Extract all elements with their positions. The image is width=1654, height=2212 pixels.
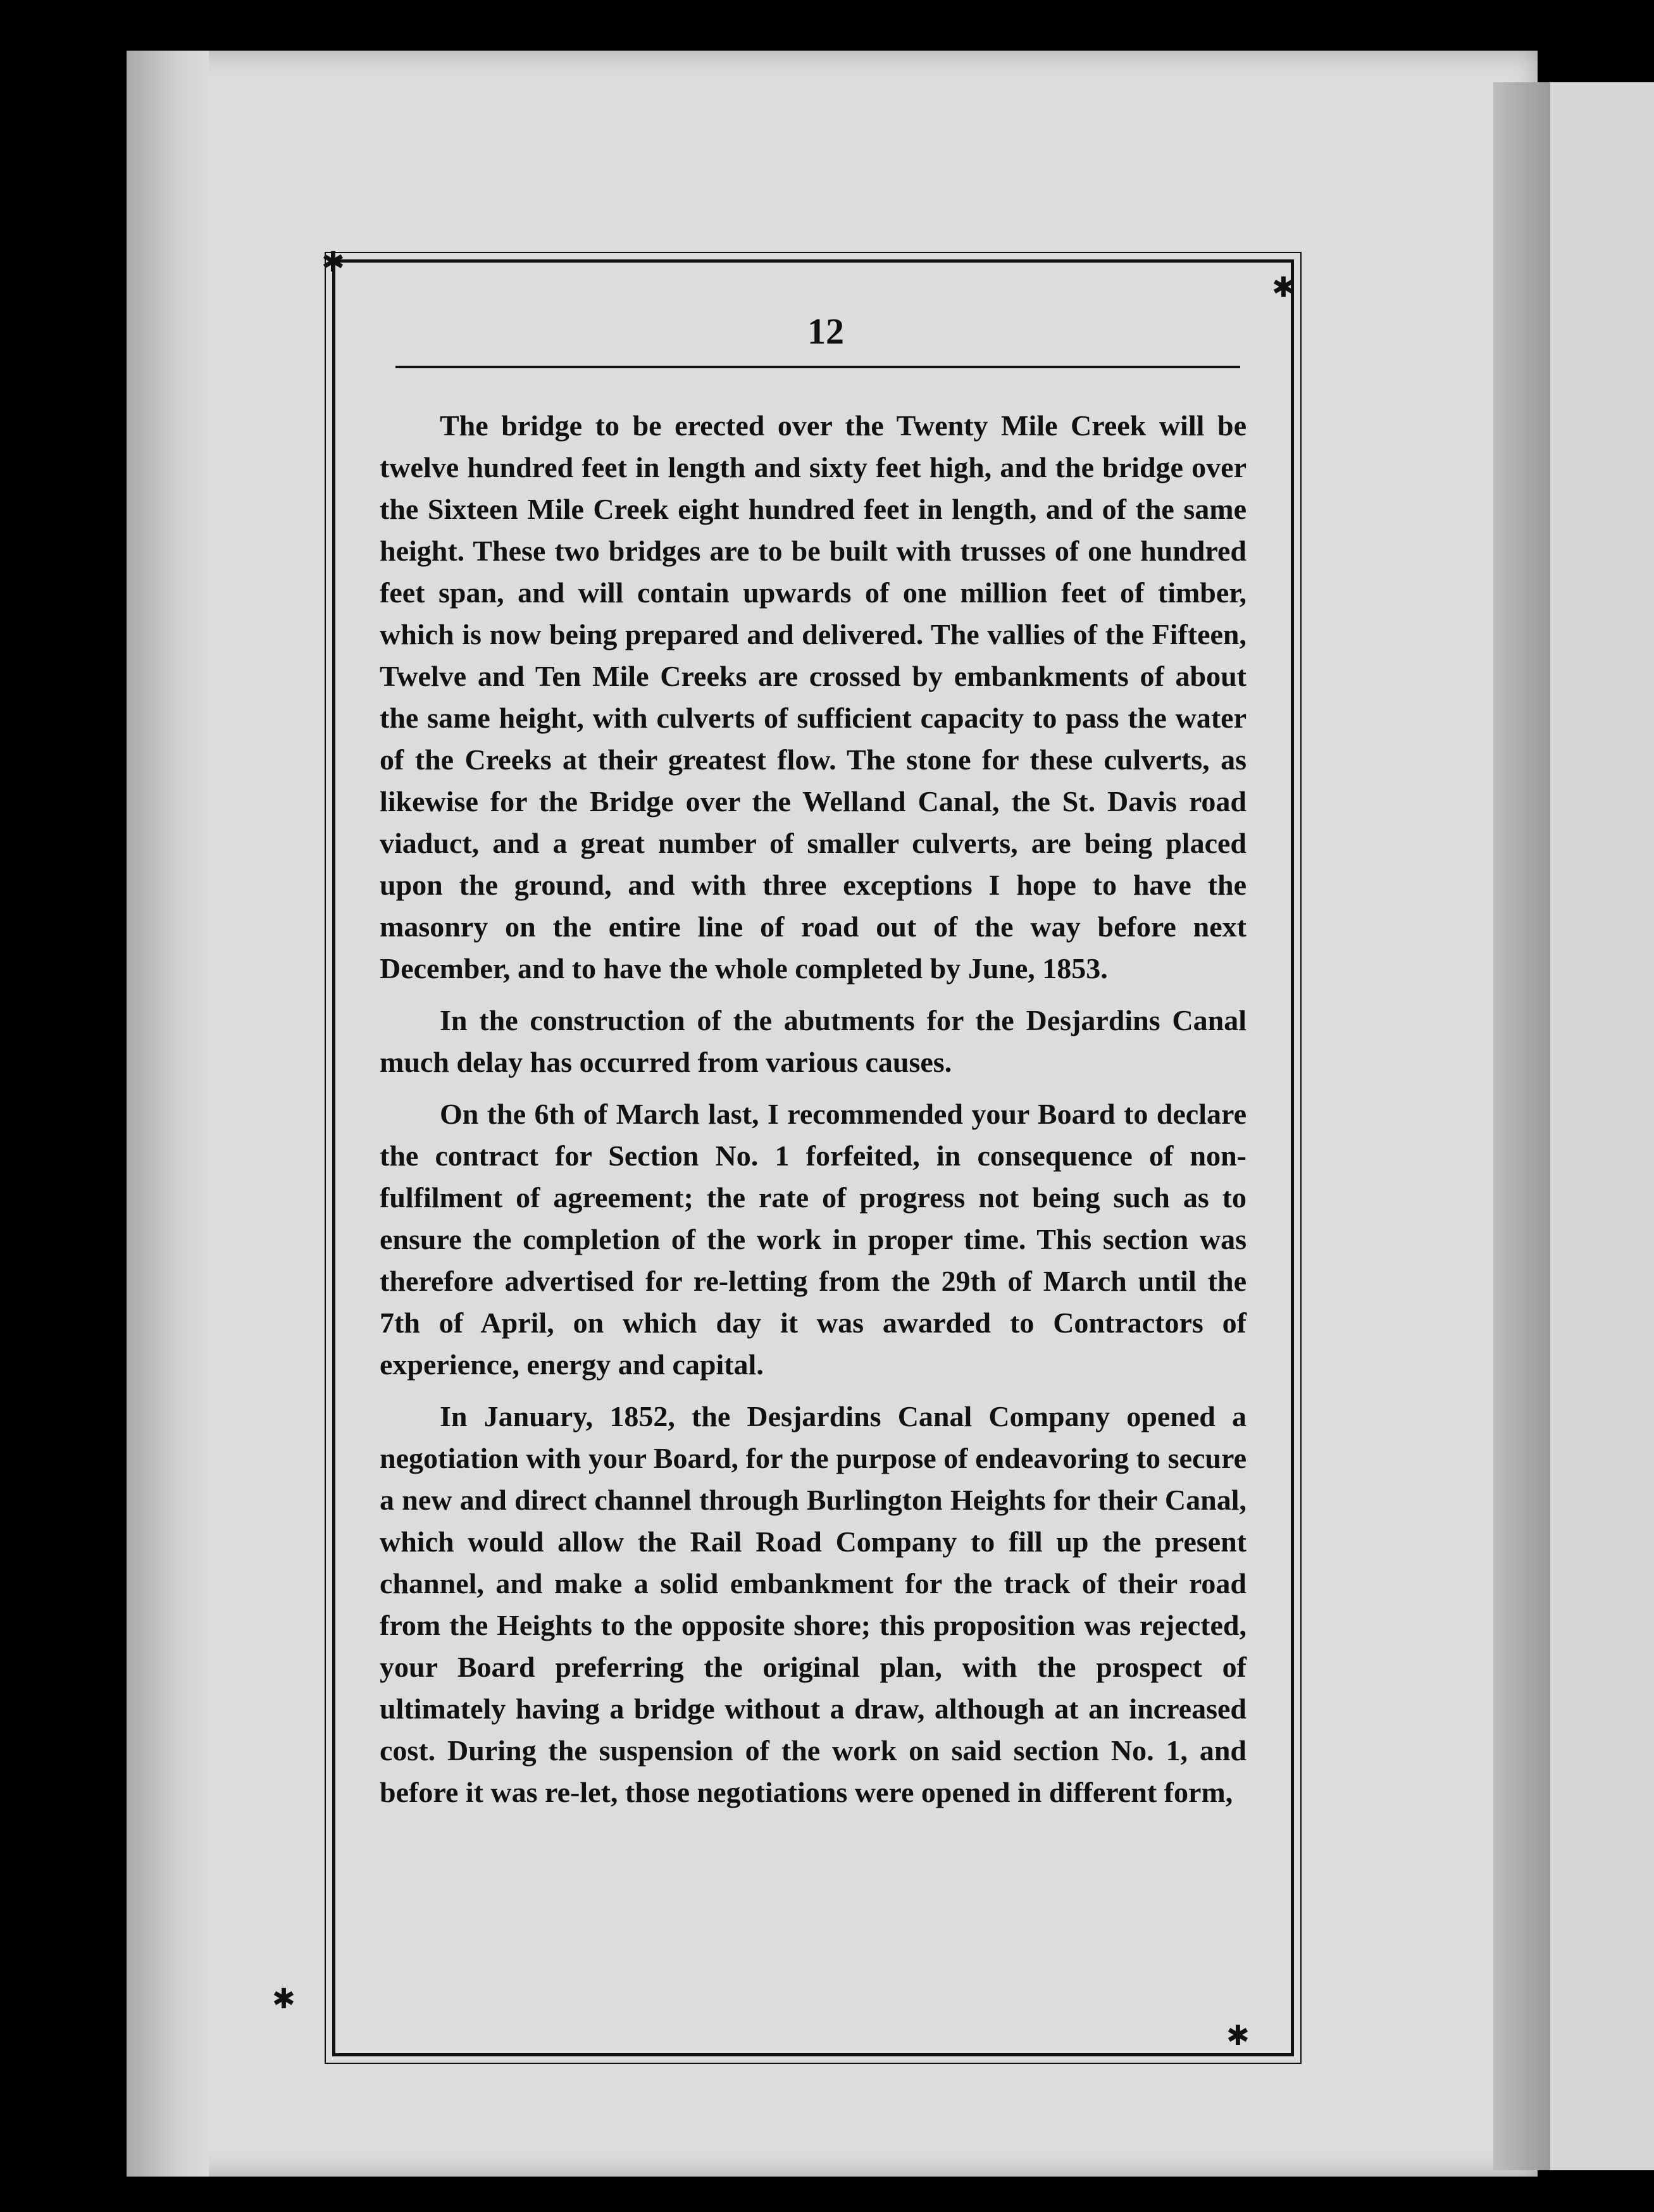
- paragraph: In January, 1852, the Desjardins Canal Company opened a negotiation with your Board, for the purpose of endeavoring to secure a new and direct channel through Burlington Heights for their Canal, which would allow the Rail Road Company to fill up the present channel, and make a solid embankment for the track of their road from the Heights to the opposite shore; this proposition was rejected, your Board preferring the original plan, with the prospect of ultimately having a bridge without a draw, although at an increased cost. During the suspension of the work on said section No. 1, and before it was re-let, those negotiations were opened in different form,: [380, 1400, 1247, 1808]
- corner-ornament-icon: ✱: [1226, 2020, 1250, 2051]
- corner-ornament-icon: ✱: [272, 1984, 295, 2015]
- facing-page: [1550, 82, 1654, 2170]
- header-rule: [395, 366, 1240, 368]
- page-edge: [127, 51, 209, 2177]
- body-text: [380, 405, 1247, 1824]
- corner-ornament-icon: ✱: [1272, 272, 1295, 303]
- paragraph: In the construction of the abutments for the Desjardins Canal much delay has occurred from various causes.: [380, 1004, 1247, 1078]
- paragraph: On the 6th of March last, I recommended your Board to declare the contract for Section No. 1 forfeited, in consequence of non-fulfilment of agreement; the rate of progress not being such as to ensure the completion of the work in proper time. This section was therefore advertised for re-letting from the 29th of March until the 7th of April, on which day it was awarded to Contractors of experience, energy and capital.: [380, 1098, 1247, 1381]
- paragraph: The bridge to be erected over the Twenty Mile Creek will be twelve hundred feet in length and sixty feet high, and the bridge over the Sixteen Mile Creek eight hundred feet in length, and of the same height. These two bridges are to be built with trusses of one hundred feet span, and will contain upwards of one million feet of timber, which is now being prepared and delivered. The vallies of the Fifteen, Twelve and Ten Mile Creeks are crossed by embankments of about the same height, with culverts of sufficient capacity to pass the water of the Creeks at their greatest flow. The stone for these culverts, as likewise for the Bridge over the Welland Canal, the St. Davis road viaduct, and a great number of smaller culverts, are being placed upon the ground, and with three exceptions I hope to have the masonry on the entire line of road out of the way before next December, and to have the whole completed by June, 1853.: [380, 409, 1247, 985]
- corner-ornament-icon: ✱: [321, 247, 345, 278]
- page-number: 12: [807, 311, 844, 352]
- book-gutter: [1493, 82, 1550, 2170]
